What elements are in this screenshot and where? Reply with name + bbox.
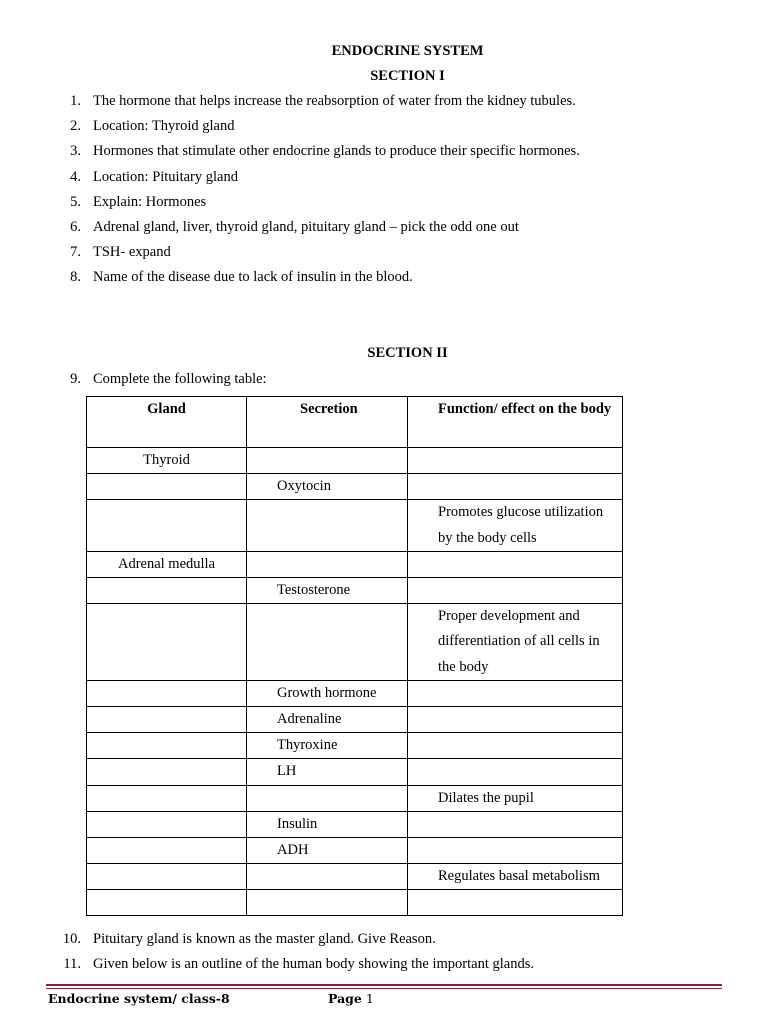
secretion-cell: Growth hormone	[247, 680, 408, 706]
gland-cell	[87, 890, 247, 916]
question-number: 8.	[70, 269, 81, 286]
header-function: Function/ effect on the body	[408, 397, 623, 448]
function-cell	[408, 759, 623, 785]
question-text: Pituitary gland is known as the master gland. Give Reason.	[93, 931, 436, 947]
header-secretion: Secretion	[247, 397, 408, 448]
table-row	[87, 785, 623, 811]
function-cell: Dilates the pupil	[408, 785, 623, 811]
question-text: Location: Thyroid gland	[93, 118, 235, 135]
function-cell: Proper development and differentiation of all cells in the body	[408, 604, 623, 681]
question-number: 5.	[70, 193, 81, 210]
gland-cell	[87, 864, 247, 890]
gland-cell	[87, 733, 247, 759]
footer-course-label: Endocrine system/ class-8	[48, 991, 230, 1006]
question-number: 2.	[70, 118, 81, 135]
questions-10-11	[48, 927, 534, 977]
question-9	[48, 367, 267, 392]
question-number: 1.	[70, 93, 81, 109]
question-number: 10.	[62, 931, 81, 947]
gland-cell	[87, 578, 247, 604]
table-row	[87, 838, 623, 864]
question-text: The hormone that helps increase the reabsorption of water from the kidney tubules.	[93, 93, 576, 109]
function-cell	[408, 680, 623, 706]
question-text: Complete the following table:	[93, 371, 267, 387]
footer-rule	[46, 984, 722, 986]
question-item	[48, 952, 534, 977]
table-row	[87, 448, 623, 474]
secretion-cell	[247, 500, 408, 551]
gland-cell	[87, 604, 247, 681]
question-text: Name of the disease due to lack of insulin in the blood.	[93, 269, 413, 286]
table-row	[87, 474, 623, 500]
page-title: ENDOCRINE SYSTEM	[331, 43, 484, 59]
table-row	[87, 759, 623, 785]
gland-cell	[87, 707, 247, 733]
function-cell	[408, 578, 623, 604]
question-number: 11.	[63, 956, 81, 973]
question-item	[48, 927, 534, 952]
secretion-cell	[247, 551, 408, 577]
secretion-cell	[247, 864, 408, 890]
question-item	[48, 114, 580, 139]
secretion-cell: Insulin	[247, 811, 408, 837]
page-label: Page	[328, 991, 362, 1006]
section-2-heading: SECTION II	[367, 345, 448, 361]
secretion-cell: Testosterone	[247, 578, 408, 604]
function-cell	[408, 474, 623, 500]
gland-cell	[87, 680, 247, 706]
question-text: Location: Pituitary gland	[93, 168, 238, 185]
function-cell	[408, 448, 623, 474]
footer-rule-thin	[46, 988, 722, 989]
table-row	[87, 604, 623, 681]
function-cell: Promotes glucose utilization by the body cells	[408, 500, 623, 551]
question-item	[48, 367, 267, 392]
question-item	[48, 139, 580, 164]
gland-cell: Thyroid	[87, 448, 247, 474]
gland-cell	[87, 785, 247, 811]
question-number: 9.	[70, 371, 81, 387]
table-row	[87, 680, 623, 706]
question-item	[48, 265, 580, 290]
table-row	[87, 707, 623, 733]
table-row	[87, 551, 623, 577]
question-item	[48, 240, 580, 265]
footer-page-number	[328, 991, 374, 1006]
table-row	[87, 864, 623, 890]
function-cell	[408, 811, 623, 837]
table-row	[87, 811, 623, 837]
question-number: 7.	[70, 244, 81, 261]
function-cell	[408, 707, 623, 733]
gland-cell: Adrenal medulla	[87, 551, 247, 577]
table-row	[87, 500, 623, 551]
table-row	[87, 890, 623, 916]
question-number: 4.	[70, 168, 81, 185]
question-text: Hormones that stimulate other endocrine glands to produce their specific hormones.	[93, 143, 580, 160]
secretion-cell	[247, 604, 408, 681]
question-text: Adrenal gland, liver, thyroid gland, pituitary gland – pick the odd one out	[93, 218, 519, 235]
secretion-cell	[247, 890, 408, 916]
secretion-cell	[247, 448, 408, 474]
secretion-cell: Adrenaline	[247, 707, 408, 733]
secretion-cell: LH	[247, 759, 408, 785]
table-row	[87, 578, 623, 604]
secretion-cell: Thyroxine	[247, 733, 408, 759]
question-item	[48, 89, 580, 114]
question-item	[48, 190, 580, 215]
page-number: 1	[365, 991, 374, 1006]
question-item	[48, 215, 580, 240]
function-cell	[408, 551, 623, 577]
function-cell: Regulates basal metabolism	[408, 864, 623, 890]
gland-cell	[87, 500, 247, 551]
question-number: 3.	[70, 143, 81, 160]
header-gland: Gland	[87, 397, 247, 448]
function-cell	[408, 890, 623, 916]
question-number: 6.	[70, 218, 81, 235]
question-item	[48, 165, 580, 190]
secretion-cell: ADH	[247, 838, 408, 864]
question-text: TSH- expand	[93, 244, 171, 261]
gland-cell	[87, 811, 247, 837]
gland-cell	[87, 838, 247, 864]
secretion-cell	[247, 785, 408, 811]
secretion-cell: Oxytocin	[247, 474, 408, 500]
table-row	[87, 733, 623, 759]
question-text: Given below is an outline of the human body showing the important glands.	[93, 956, 534, 973]
gland-cell	[87, 759, 247, 785]
section-1-heading: SECTION I	[370, 68, 445, 84]
question-text: Explain: Hormones	[93, 193, 207, 210]
gland-cell	[87, 474, 247, 500]
gland-table	[86, 396, 623, 916]
section-1-question-list	[48, 89, 580, 291]
table-header-row	[87, 397, 623, 448]
function-cell	[408, 838, 623, 864]
gland-table-body	[87, 397, 623, 916]
function-cell	[408, 733, 623, 759]
